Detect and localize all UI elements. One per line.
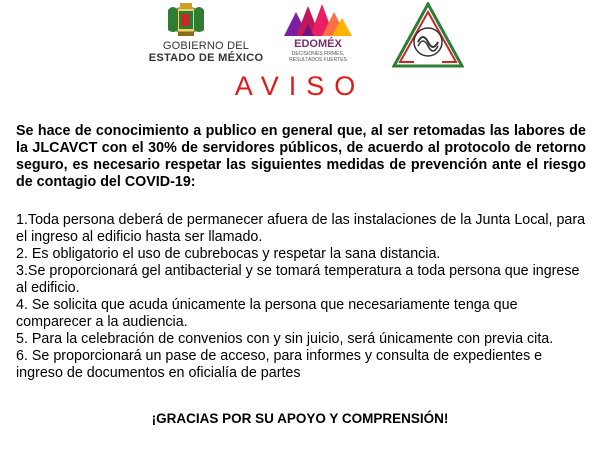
state-coat-of-arms-icon [165, 2, 207, 38]
gobierno-estado-mexico-logo [140, 2, 272, 68]
gov-logo-line1: GOBIERNO DEL [162, 40, 250, 52]
list-item: 6. Se proporcionará un pase de acceso, para informes y consulta de expedientes e ingreso de documentos en oficialía de partes [16, 348, 543, 381]
list-item: 5. Para la celebración de convenios con y sin juicio, será únicamente con previa cita. [16, 331, 554, 347]
edomex-wordmark: EDOMÉX [294, 38, 342, 50]
list-item: 2. Es obligatorio el uso de cubrebocas y respetar la sana distancia. [16, 246, 441, 262]
closing-thanks: ¡GRACIAS POR SU APOYO Y COMPRENSIÓN! [151, 411, 449, 426]
list-item: 3.Se proporcionará gel antibacterial y se tomará temperatura a toda persona que ingrese al edificio. [16, 263, 580, 296]
list-item: 4. Se solicita que acuda únicamente la persona que necesariamente tenga que comparecer a la audiencia. [16, 297, 518, 330]
list-item: 1.Toda persona deberá de permanecer afuera de las instalaciones de la Junta Local, para el ingreso al edificio hasta ser llamado. [16, 212, 586, 245]
edomex-tagline: DECISIONES FIRMES, RESULTADOS FUERTES [289, 51, 347, 63]
edomex-mountains-icon [282, 2, 354, 38]
gov-logo-line2: ESTADO DE MÉXICO [148, 52, 264, 64]
prevention-measures-list [16, 212, 588, 382]
junta-local-seal-icon [392, 2, 464, 70]
edomex-logo [276, 2, 360, 68]
logo-header [0, 0, 600, 72]
notice-title: AVISO [234, 71, 366, 101]
notice-intro: Se hace de conocimiento a publico en general que, al ser retomadas las labores de la JLCAVCT con el 30% de servidores públicos, de acuerdo al protocolo de retorno seguro, es necesario respetar las siguientes medidas de prevención ante el riesgo de contagio del COVID-19: [16, 123, 586, 190]
